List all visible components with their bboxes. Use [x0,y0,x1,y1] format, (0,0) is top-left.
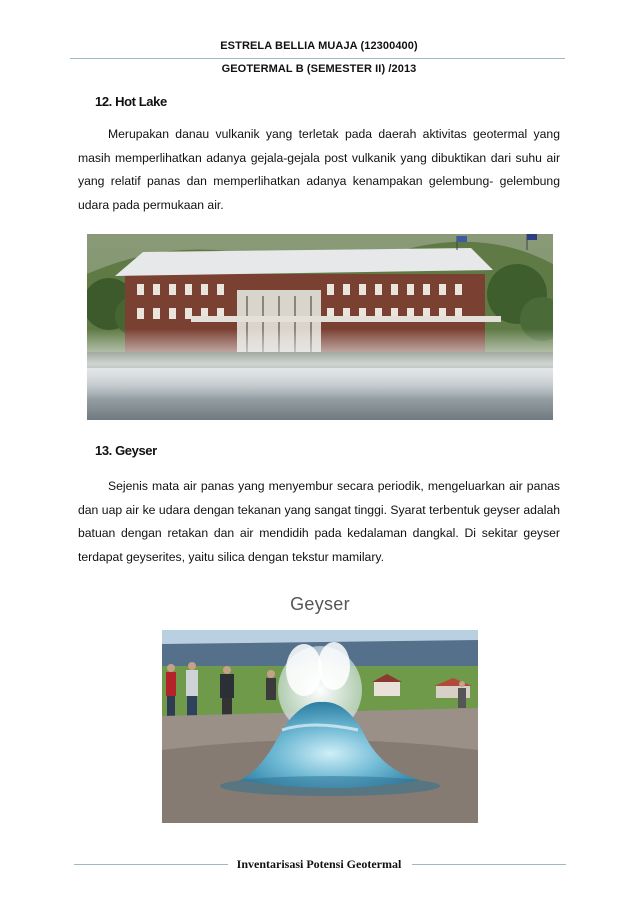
header-divider [70,58,565,59]
footer-title: Inventarisasi Potensi Geotermal [236,857,402,871]
header-course: GEOTERMAL B (SEMESTER II) /2013 [221,63,417,75]
geyser-illustration [162,630,478,823]
geyser-figure-caption: Geyser [290,594,350,614]
paragraph-hot-lake: Merupakan danau vulkanik yang terletak pada daerah aktivitas geotermal yang masih memperlihatkan adanya gejala-gejala post vulkanik yang dibuktikan dari suhu air yang relatif panas dan memperlihatkan adanya kenampakan gelembung- gelembung udara pada permukaan air. [78,127,560,212]
hot-lake-illustration [87,234,553,420]
hot-lake-photo [87,234,553,420]
paragraph-geyser: Sejenis mata air panas yang menyembur secara periodik, mengeluarkan air panas dan uap air ke udara dengan tekanan yang sangat tinggi. Syarat terbentuk geyser adalah batuan dengan retakan dan air mendidih pada kedalaman dangkal. Di sekitar geyser terdapat geyserites, yaitu silica dengan tekstur mamilary. [78,479,560,564]
section-title-hot-lake: 12. Hot Lake [95,94,167,109]
header-author: ESTRELA BELLIA MUAJA (12300400) [220,40,418,52]
geyser-photo [162,630,478,823]
section-title-geyser: 13. Geyser [95,443,157,458]
